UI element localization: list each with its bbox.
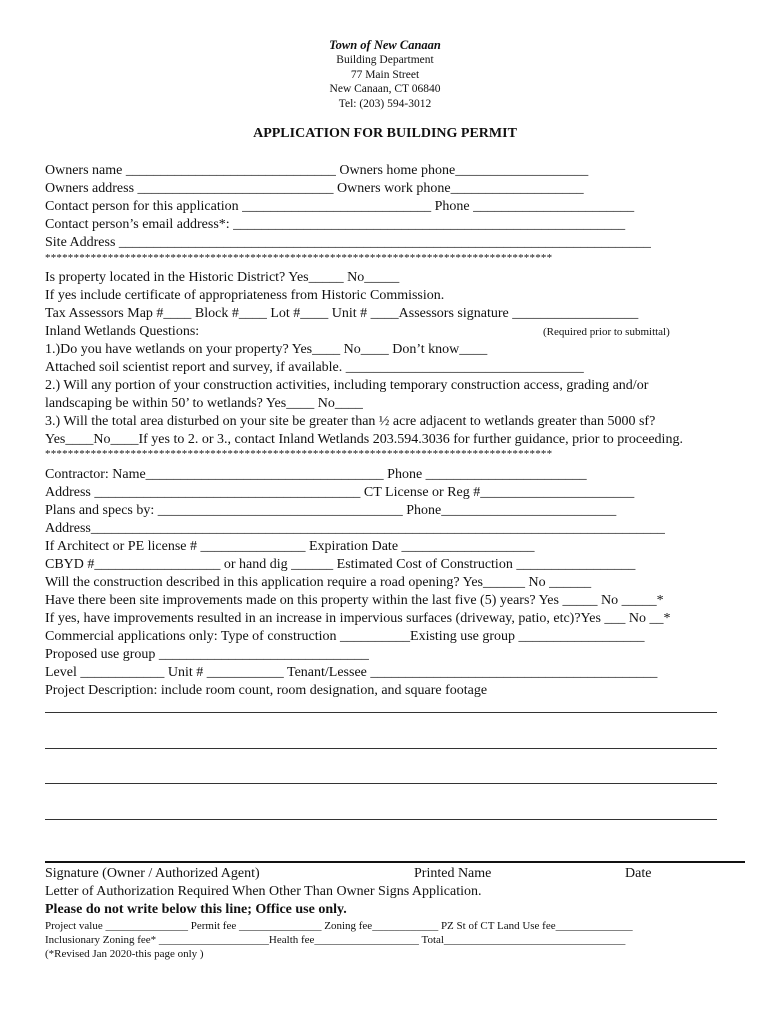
historic-district-line[interactable]: Is property located in the Historic District? Yes_____ No_____ (45, 270, 400, 285)
site-address-line[interactable]: Site Address ____________________________________________________________________________ (45, 235, 651, 250)
office-use-heading: Please do not write below this line; Office use only. (45, 902, 347, 917)
wetlands-question-2-cont[interactable]: landscaping be within 50’ to wetlands? Yes____ No____ (45, 396, 363, 411)
office-fees-line-1[interactable]: Project value _______________ Permit fee _______________ Zoning fee____________ PZ St of CT Land Use fee______________ (45, 920, 633, 932)
owners-address-line[interactable]: Owners address ____________________________ Owners work phone___________________ (45, 181, 584, 196)
printed-name-label: Printed Name (414, 866, 492, 881)
telephone: Tel: (203) 594-3012 (338, 97, 432, 110)
contact-person-line[interactable]: Contact person for this application ___________________________ Phone _______________________ (45, 199, 635, 214)
description-line-1[interactable] (45, 712, 717, 713)
plans-specs-line[interactable]: Plans and specs by: ___________________________________ Phone_________________________ (45, 503, 617, 518)
soil-report-line[interactable]: Attached soil scientist report and survey, if available. __________________________________ (45, 360, 584, 375)
required-note: (Required prior to submittal) (543, 326, 670, 338)
description-line-4[interactable] (45, 819, 717, 820)
historic-certificate-text: If yes include certificate of appropriateness from Historic Commission. (45, 288, 445, 303)
description-line-2[interactable] (45, 748, 717, 749)
revision-note: (*Revised Jan 2020-this page only ) (45, 948, 204, 960)
proposed-use-line[interactable]: Proposed use group ______________________________ (45, 647, 369, 662)
contractor-address-line[interactable]: Address ______________________________________ CT License or Reg #______________________ (45, 485, 635, 500)
separator-stars: ***************************************************************************************** (45, 252, 553, 264)
wetlands-question-1[interactable]: 1.)Do you have wetlands on your property? Yes____ No____ Don’t know____ (45, 342, 488, 357)
wetlands-question-3-cont[interactable]: Yes____No____If yes to 2. or 3., contact Inland Wetlands 203.594.3036 for further guidance, prior to proceeding. (45, 432, 683, 447)
authorization-note: Letter of Authorization Required When Other Than Owner Signs Application. (45, 884, 482, 899)
commercial-line[interactable]: Commercial applications only: Type of construction __________Existing use group __________________ (45, 629, 645, 644)
inland-wetlands-heading: Inland Wetlands Questions: (45, 324, 200, 339)
cbyd-line[interactable]: CBYD #__________________ or hand dig ______ Estimated Cost of Construction _________________ (45, 557, 636, 572)
road-opening-line[interactable]: Will the construction described in this application require a road opening? Yes______ No ______ (45, 575, 592, 590)
site-improvements-line[interactable]: Have there been site improvements made on this property within the last five (5) years? Yes _____ No _____* (45, 593, 664, 608)
office-fees-line-2[interactable]: Inclusionary Zoning fee* ____________________Health fee___________________ Total_________________________________ (45, 934, 626, 946)
level-unit-line[interactable]: Level ____________ Unit # ___________ Tenant/Lessee _________________________________________ (45, 665, 658, 680)
plans-address-line[interactable]: Address__________________________________________________________________________________ (45, 521, 665, 536)
description-line-3[interactable] (45, 783, 717, 784)
contact-email-line[interactable]: Contact person’s email address*: ________________________________________________________ (45, 217, 626, 232)
wetlands-question-2: 2.) Will any portion of your construction activities, including temporary construction access, grading and/or (45, 378, 649, 393)
signature-line[interactable] (45, 861, 745, 863)
date-label: Date (625, 866, 652, 881)
department-name: Building Department (336, 54, 434, 66)
city-address: New Canaan, CT 06840 (329, 83, 441, 95)
signature-label: Signature (Owner / Authorized Agent) (45, 866, 260, 881)
page-title: APPLICATION FOR BUILDING PERMIT (253, 126, 517, 141)
street-address: 77 Main Street (350, 68, 420, 81)
impervious-surfaces-line[interactable]: If yes, have improvements resulted in an increase in impervious surfaces (driveway, patio, etc)?Yes ___ No __* (45, 611, 671, 626)
wetlands-question-3: 3.) Will the total area disturbed on your site be greater than ½ acre adjacent to wetlands greater than 5000 sf? (45, 414, 656, 429)
tax-assessors-line[interactable]: Tax Assessors Map #____ Block #____ Lot #____ Unit # ____Assessors signature __________________ (45, 306, 639, 321)
project-description-label: Project Description: include room count, room designation, and square footage (45, 683, 488, 698)
owners-name-line[interactable]: Owners name ______________________________ Owners home phone___________________ (45, 163, 589, 178)
header (0, 38, 770, 111)
separator-stars-2: ***************************************************************************************** (45, 448, 553, 460)
contractor-name-line[interactable]: Contractor: Name__________________________________ Phone _______________________ (45, 467, 587, 482)
town-name: Town of New Canaan (329, 38, 441, 52)
architect-license-line[interactable]: If Architect or PE license # _______________ Expiration Date ___________________ (45, 539, 535, 554)
